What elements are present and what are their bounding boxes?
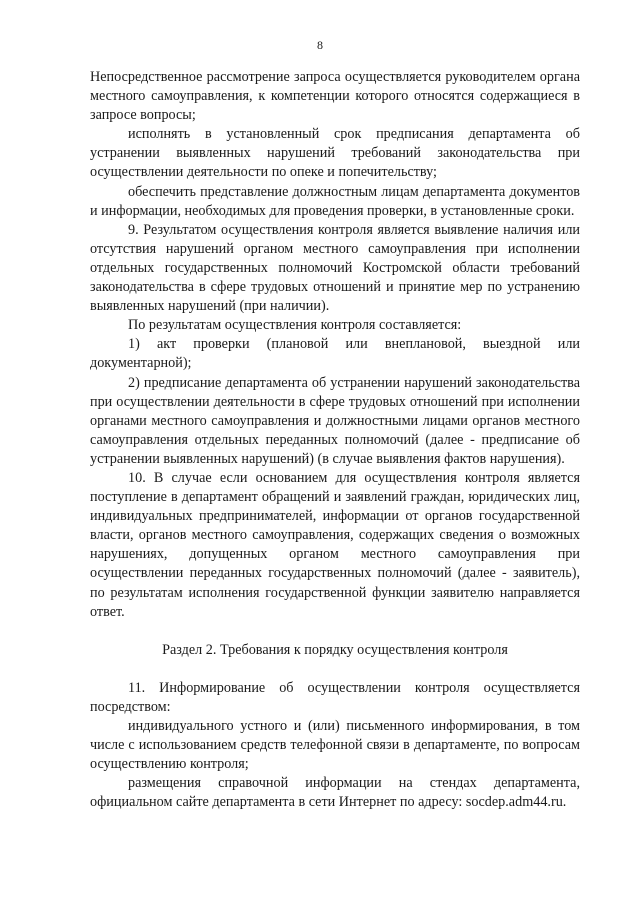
paragraph: Непосредственное рассмотрение запроса осуществляется руководителем органа местного самоуправления, к компетенции которого относятся содержащиеся в запросе вопросы; [90, 69, 580, 124]
paragraph: 2) предписание департамента об устранении нарушений законодательства при осуществлении деятельности в сфере трудовых отношений при исполнении органами местного самоуправления и должностными лицами органов местного самоуправления отдельных переданных полномочий (далее - предписание об устранении выявленных нарушений) (в случае выявления фактов нарушения). [90, 374, 580, 467]
section-heading: Раздел 2. Требования к порядку осуществления контроля [162, 641, 508, 658]
paragraph: индивидуального устного и (или) письменного информирования, в том числе с использованием средств телефонной связи в департаменте, по вопросам осуществлению контроля; [90, 718, 580, 773]
paragraph: 11. Информирование об осуществлении контроля осуществляется посредством: [90, 679, 580, 715]
paragraph: По результатам осуществления контроля составляется: [128, 317, 462, 334]
page-number: 8 [317, 38, 323, 52]
paragraph: обеспечить представление должностным лицам департамента документов и информации, необходимых для проведения проверки, в установленные сроки. [90, 183, 580, 219]
paragraph: 10. В случае если основанием для осуществления контроля является поступление в департамент обращений и заявлений граждан, юридических лиц, индивидуальных предпринимателей, информации от органов государственной власти, органов местного самоуправления, содержащих сведения о возможных нарушениях, допущенных органом местного самоуправления при осуществлении переданных государственных полномочий (далее - заявитель), по результатам исполнения государственной функции заявителю направляется ответ. [90, 469, 580, 620]
document-body [90, 68, 580, 812]
paragraph: 1) акт проверки (плановой или внеплановой, выездной или документарной); [90, 336, 580, 372]
paragraph: исполнять в установленный срок предписания департамента об устранении выявленных нарушений требований законодательства при осуществлении деятельности по опеке и попечительству; [90, 126, 580, 181]
paragraph: размещения справочной информации на стендах департамента, официальном сайте департамента в сети Интернет по адресу: socdep.adm44.ru. [90, 775, 580, 811]
paragraph: 9. Результатом осуществления контроля является выявление наличия или отсутствия нарушений органом местного самоуправления при исполнении отдельных государственных полномочий Костромской области требований законодательства в сфере трудовых отношений и принятие мер по устранению выявленных нарушений (при наличии). [90, 221, 580, 315]
